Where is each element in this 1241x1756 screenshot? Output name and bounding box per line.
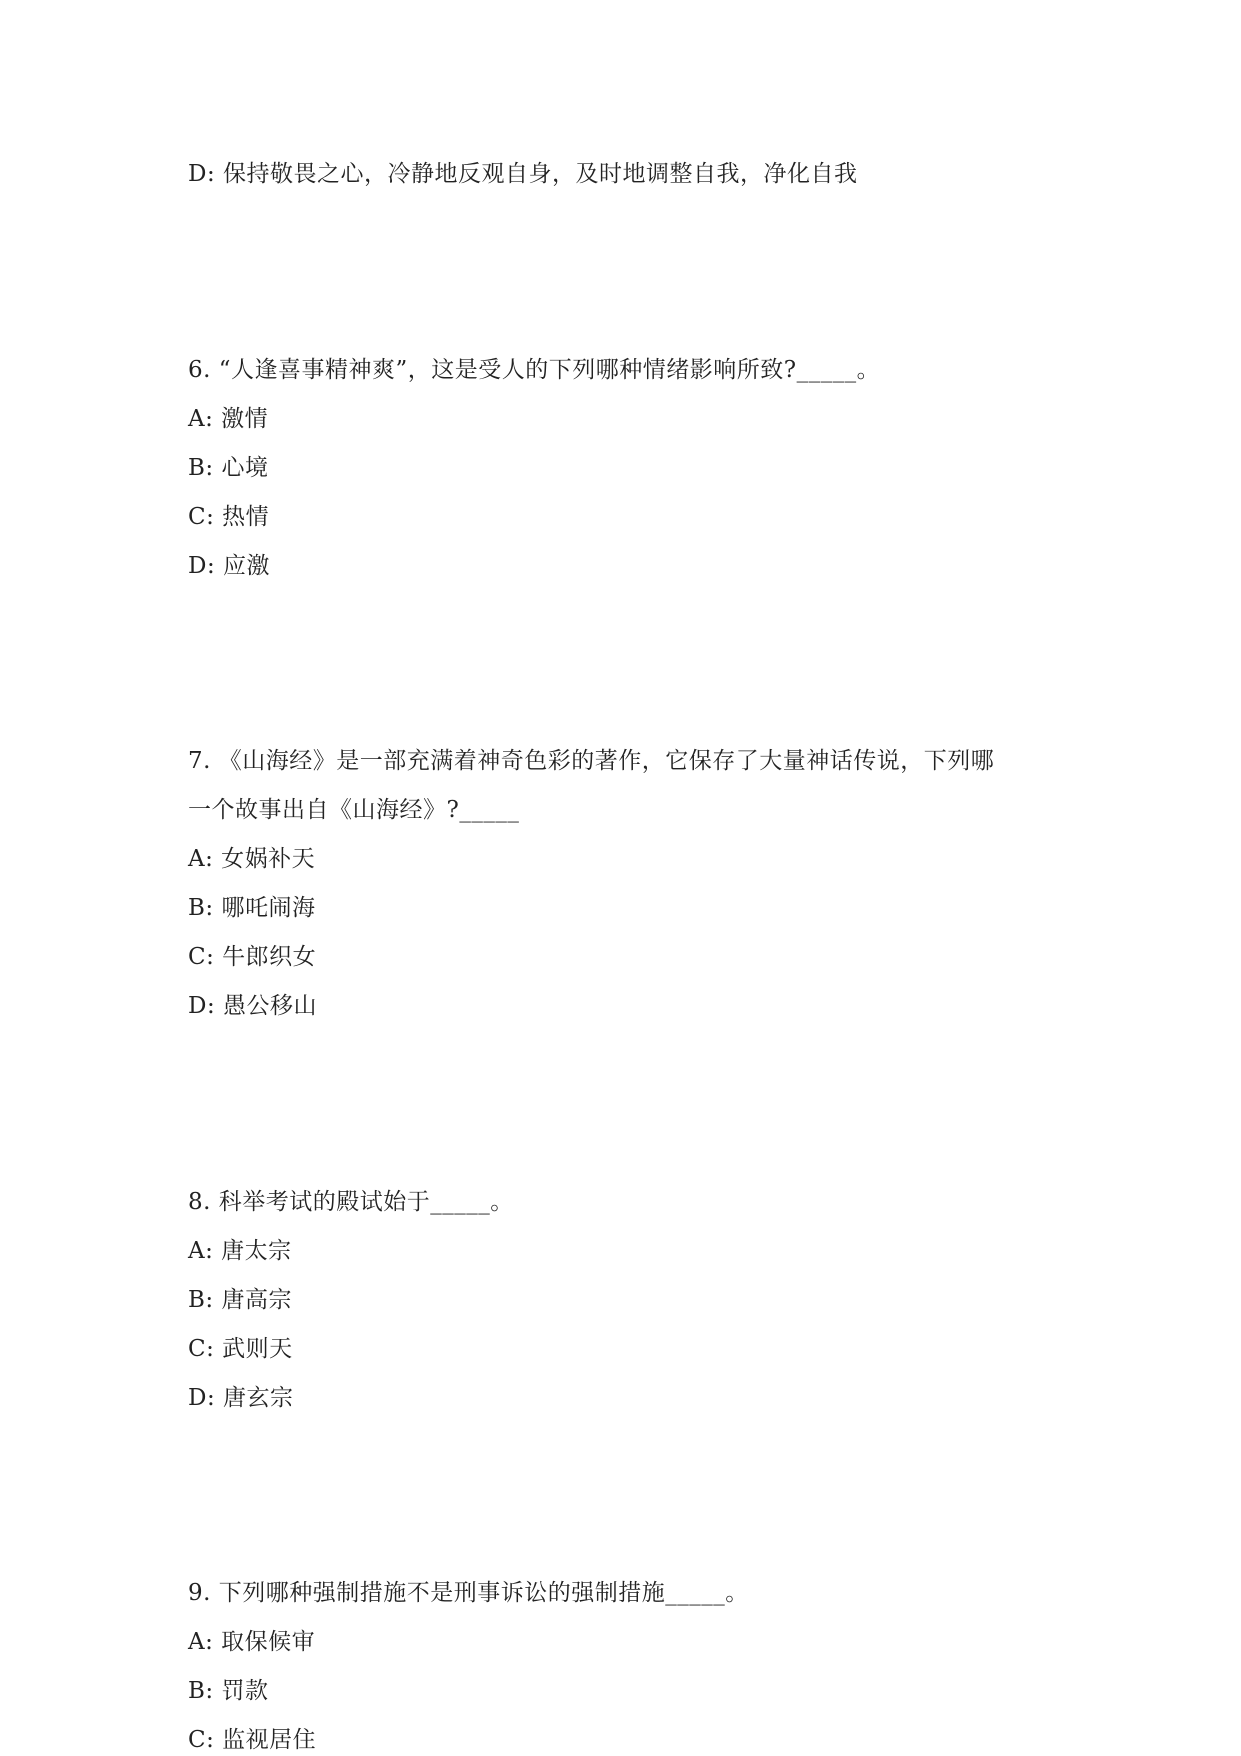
question-stem-line-1: 7. 《山海经》是一部充满着神奇色彩的著作，它保存了大量神话传说，下列哪 xyxy=(188,748,995,774)
option-a: A: 取保候审 xyxy=(188,1629,316,1655)
option-c: C: 热情 xyxy=(188,504,270,530)
option-c: C: 监视居住 xyxy=(188,1727,317,1753)
option-b: B: 唐高宗 xyxy=(188,1287,292,1313)
option-d: D: 应激 xyxy=(188,553,271,579)
option-c: C: 牛郎织女 xyxy=(188,944,317,970)
option-b: B: 罚款 xyxy=(188,1678,269,1704)
option-d: D: 愚公移山 xyxy=(188,993,318,1019)
option-b: B: 心境 xyxy=(188,455,269,481)
option-d: D: 唐玄宗 xyxy=(188,1385,294,1411)
option-b: B: 哪吒闹海 xyxy=(188,895,316,921)
question-stem: 8. 科举考试的殿试始于_____。 xyxy=(188,1189,514,1215)
option-c: C: 武则天 xyxy=(188,1336,293,1362)
option-a: A: 女娲补天 xyxy=(188,846,316,872)
question-stem: 9. 下列哪种强制措施不是刑事诉讼的强制措施_____。 xyxy=(188,1580,749,1606)
option-a: A: 激情 xyxy=(188,406,269,432)
prev-question-option-d: D: 保持敬畏之心，冷静地反观自身，及时地调整自我，净化自我 xyxy=(188,161,858,187)
question-stem: 6. “人逢喜事精神爽”，这是受人的下列哪种情绪影响所致?_____。 xyxy=(188,357,881,383)
option-a: A: 唐太宗 xyxy=(188,1238,292,1264)
question-stem-line-2: 一个故事出自《山海经》?_____ xyxy=(188,797,520,823)
